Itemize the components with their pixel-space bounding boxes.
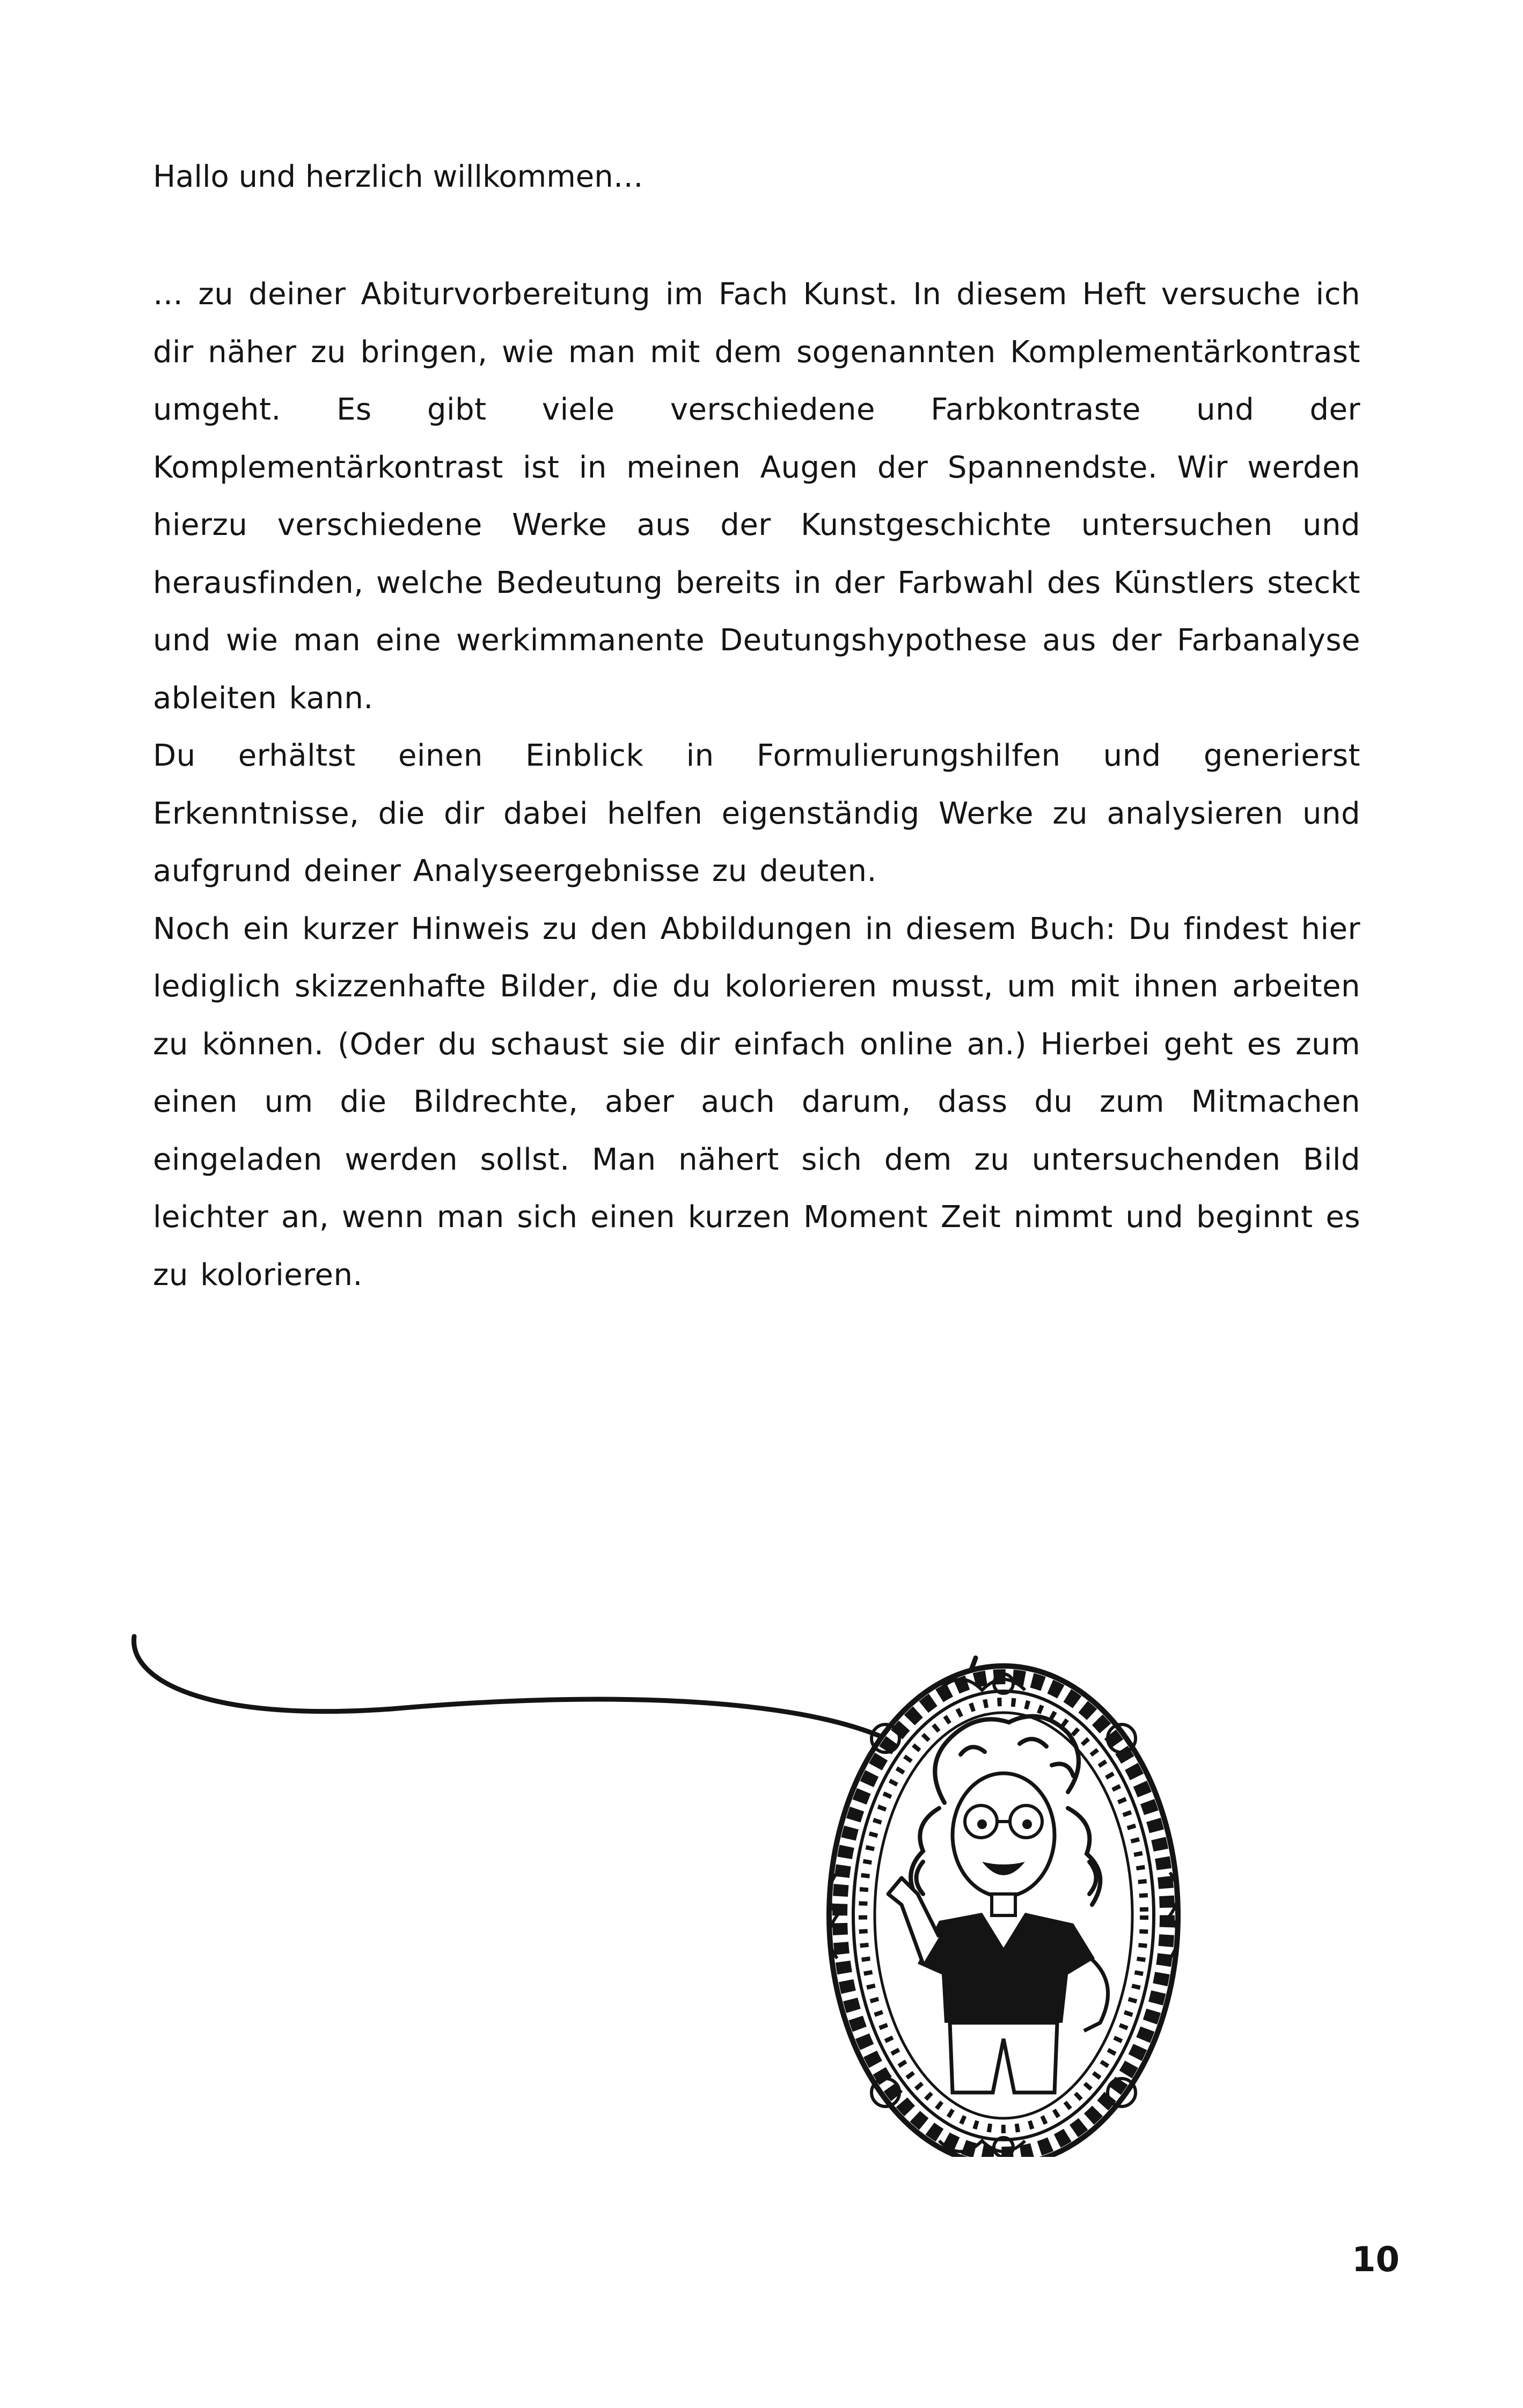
speech-bubble-tail-icon [134, 1636, 976, 1747]
greeting-heading: Hallo und herzlich willkommen… [153, 159, 643, 194]
speech-bubble-portrait-illustration [123, 1620, 1411, 2157]
paragraph-insights: Du erhältst einen Einblick in Formulierungshilfen und generierst Erkenntnisse, die dir dabei helfen eigenständig Werke zu analysieren und aufgrund deiner Analyseergebnisse zu deuten. [153, 738, 1360, 889]
paragraph-illustrations-note: Noch ein kurzer Hinweis zu den Abbildungen in diesem Buch: Du findest hier lediglich skizzenhafte Bilder, die du kolorieren musst, um mit ihnen arbeiten zu können. (Oder du schaust sie dir einfach online an.) Hierbei geht es zum einen um die Bildrechte, aber auch darum, dass du zum Mitmachen eingeladen werden sollst. Man nähert sich dem zu untersuchenden Bild leichter an, wenn man sich einen kurzen Moment Zeit nimmt und beginnt es zu kolorieren. [153, 911, 1360, 1293]
paragraph-intro: … zu deiner Abiturvorbereitung im Fach Kunst. In diesem Heft versuche ich dir näher zu bringen, wie man mit dem sogenannten Komplementärkontrast umgeht. Es gibt viele verschiedene Farbkontraste und der Komplementärkontrast ist in meinen Augen der Spannendste. Wir werden hierzu verschiedene Werke aus der Kunstgeschichte untersuchen und herausfinden, welche Bedeutung bereits in der Farbwahl des Künstlers steckt und wie man eine werkimmanente Deutungshypothese aus der Farbanalyse ableiten kann. [153, 277, 1360, 716]
author-portrait-icon [829, 1666, 1178, 2157]
intro-text [153, 266, 1360, 1304]
page-number: 10 [1351, 2240, 1400, 2280]
